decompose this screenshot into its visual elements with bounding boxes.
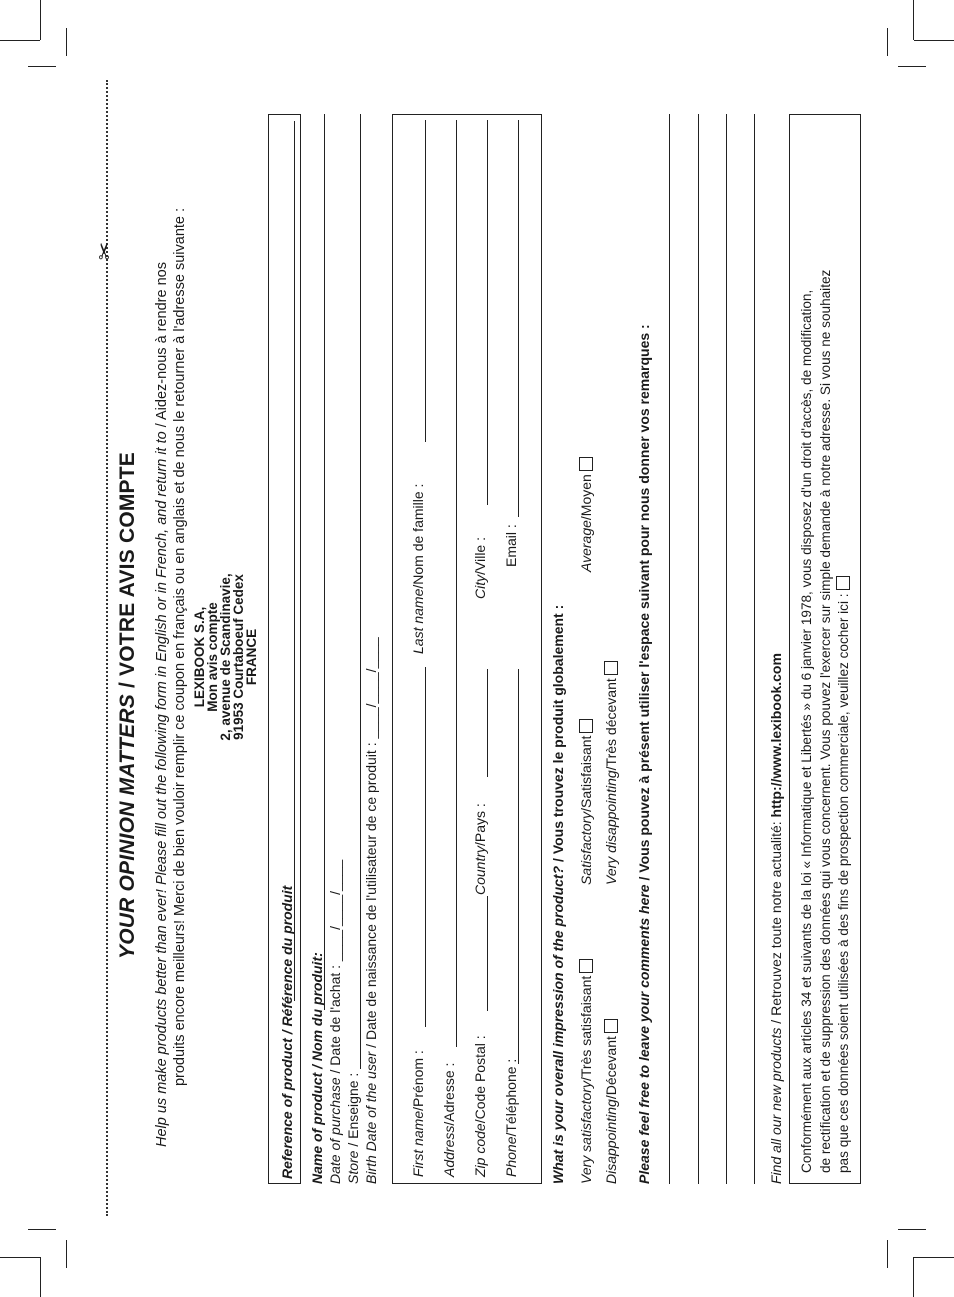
title-separator: / xyxy=(116,675,139,695)
checkbox-disappointing[interactable] xyxy=(604,1019,618,1033)
birth-date-label-fr: Date de naissance de l'utilisateur de ce produit : xyxy=(363,742,379,1041)
reference-input-line[interactable] xyxy=(294,121,295,1001)
phone-label: Phone/Téléphone : xyxy=(503,1058,519,1177)
lastname-input-line[interactable] xyxy=(425,120,426,442)
lastname-label: Last name/Nom de famille : xyxy=(410,483,426,654)
website-text-fr: Retrouvez toute notre actualité: xyxy=(768,821,784,1016)
country-label: Country/Pays : xyxy=(472,803,488,895)
country-label-fr: Pays : xyxy=(472,803,488,843)
intro-line-1 xyxy=(153,262,171,1147)
option-disappointing-fr: Décevant xyxy=(603,1036,619,1096)
checkbox-very-disappointing[interactable] xyxy=(604,661,618,675)
legal-line-2: de rectification et de suppression des données qui vous concernent. Vous pouvez l'exercer sur simple demande à notre adresse. Si vous ne souhaitez xyxy=(817,269,833,1173)
phone-label-en: Phone xyxy=(503,1136,519,1177)
mailing-address xyxy=(193,557,258,757)
comment-line-2[interactable] xyxy=(698,114,699,1184)
option-very-satisfactory-fr: Très satisfaisant xyxy=(578,975,594,1078)
intro-line-2: produits encore meilleurs! Merci de bien vouloir remplir ce coupon en français ou en anglais et de nous le retourner à l'adresse suivante : xyxy=(172,207,188,1087)
firstname-label-en: First name xyxy=(410,1110,426,1177)
intro-english: Help us make products better than ever! Please fill out the following form in English or in French, and return it to xyxy=(154,431,170,1147)
address-label-fr: Adresse : xyxy=(441,1062,457,1122)
reference-label-fr: Référence du produit xyxy=(279,885,295,1027)
purchase-date-label-en: Date of purchase xyxy=(327,1077,343,1184)
opt-out-checkbox[interactable] xyxy=(836,576,850,590)
option-average[interactable]: Average/Moyen xyxy=(578,457,594,572)
comments-prompt-fr: Vous pouvez à présent utiliser l'espace suivant pour nous donner vos remarques : xyxy=(636,324,652,873)
option-very-satisfactory[interactable]: Very satisfactory/Très satisfaisant xyxy=(578,959,594,1184)
title-english: YOUR OPINION MATTERS xyxy=(116,694,139,959)
website-text-en: Find all our new products xyxy=(768,1027,784,1184)
product-name-input-line[interactable] xyxy=(324,114,325,1010)
city-label: City/Ville : xyxy=(472,537,488,599)
birth-date-label-en: Birth Date of the user xyxy=(363,1051,379,1184)
address-input-line[interactable] xyxy=(456,120,457,1047)
store-label: Store / Enseigne : xyxy=(345,1072,361,1184)
lastname-label-en: Last name xyxy=(410,588,426,654)
purchase-date-field[interactable]: ____/____/____ xyxy=(327,859,343,962)
store-input-line[interactable] xyxy=(360,114,361,1069)
legal-text xyxy=(798,270,854,1173)
email-input-line[interactable] xyxy=(518,120,519,517)
zip-label: Zip code/Code Postal : xyxy=(472,1035,488,1177)
store-label-en: Store xyxy=(345,1150,361,1184)
comment-line-4[interactable] xyxy=(754,114,755,1184)
page-title xyxy=(116,452,140,959)
zip-label-en: Zip code xyxy=(472,1123,488,1177)
country-label-en: Country xyxy=(472,845,488,895)
intro-french: Aidez-nous à rendre nos xyxy=(154,262,170,420)
reference-label-en: Reference of product xyxy=(279,1038,295,1179)
product-name-label-en: Name of product xyxy=(309,1072,325,1184)
city-input-line[interactable] xyxy=(487,120,488,505)
impression-question-en: What is your overall impression of the product? xyxy=(550,865,566,1184)
impression-question: What is your overall impression of the product? / Vous trouvez le produit globalement : xyxy=(550,604,566,1184)
product-name-label: Name of product / Nom du produit: xyxy=(309,952,325,1184)
firstname-label-fr: Prénom : xyxy=(410,1050,426,1107)
comments-prompt-en: Please feel free to leave your comments here xyxy=(636,884,652,1184)
option-satisfactory[interactable]: Satisfactory/Satisfaisant xyxy=(578,719,594,885)
zip-label-fr: Code Postal : xyxy=(472,1035,488,1120)
birth-date-field[interactable]: ____/____/____ xyxy=(363,637,379,739)
checkbox-very-satisfactory[interactable] xyxy=(579,959,593,973)
option-very-disappointing-en: Very disappointing xyxy=(603,770,619,885)
option-very-disappointing[interactable]: Very disappointing/Très décevant xyxy=(603,661,619,885)
option-satisfactory-fr: Satisfaisant xyxy=(578,735,594,808)
intro-separator: / xyxy=(154,420,170,432)
city-label-fr: Ville : xyxy=(472,537,488,571)
purchase-date-label: Date of purchase / Date de l'achat : ____/____/____ xyxy=(327,859,343,1184)
option-disappointing[interactable]: Disappointing/Décevant xyxy=(603,1019,619,1184)
legal-line-1: Conformément aux articles 34 et suivants de la loi « Informatique et Libertés » du 6 janvier 1978, vous disposez d'un droit d'accès, de modification, xyxy=(799,289,814,1173)
comment-line-1[interactable] xyxy=(669,114,670,1184)
option-very-satisfactory-en: Very satisfactory xyxy=(578,1081,594,1184)
address-street: 2, avenue de Scandinavie, xyxy=(218,573,233,741)
address-attention: Mon avis compte xyxy=(205,602,220,712)
reference-label: Reference of product / Référence du produit xyxy=(279,885,295,1179)
store-label-fr: Enseigne : xyxy=(345,1072,361,1139)
legal-line-3-text: pas que ces données soient utilisées à des fins de prospection commerciale, veuillez cocher ici : xyxy=(836,593,852,1173)
lastname-label-fr: Nom de famille : xyxy=(410,483,426,585)
title-french: VOTRE AVIS COMPTE xyxy=(116,452,139,676)
checkbox-average[interactable] xyxy=(579,457,593,471)
product-name-label-fr: Nom du produit: xyxy=(309,952,325,1062)
address-label: Address/Adresse : xyxy=(441,1062,457,1177)
phone-label-fr: Téléphone : xyxy=(503,1058,519,1133)
option-very-disappointing-fr: Très décevant xyxy=(603,678,619,767)
city-label-en: City xyxy=(472,574,488,599)
address-company: LEXIBOOK S.A, xyxy=(192,606,207,708)
country-input-line[interactable] xyxy=(487,669,488,777)
purchase-date-label-fr: Date de l'achat : xyxy=(327,964,343,1066)
option-satisfactory-en: Satisfactory xyxy=(578,811,594,885)
comment-line-3[interactable] xyxy=(726,114,727,1184)
impression-question-fr: Vous trouvez le produit globalement : xyxy=(550,604,566,855)
checkbox-satisfactory[interactable] xyxy=(579,719,593,733)
address-country: FRANCE xyxy=(244,628,259,686)
option-average-fr: Moyen xyxy=(578,474,594,517)
firstname-input-line[interactable] xyxy=(425,667,426,1027)
legal-line-3 xyxy=(835,270,854,1173)
address-city: 91953 Courtaboeuf Cedex xyxy=(231,574,246,740)
zip-input-line[interactable] xyxy=(487,896,488,1011)
option-average-en: Average xyxy=(578,520,594,572)
phone-input-line[interactable] xyxy=(518,669,519,1064)
website-link[interactable]: http://www.lexibook.com xyxy=(768,653,784,818)
website-line: Find all our new products / Retrouvez toute notre actualité: http://www.lexibook.com xyxy=(768,653,784,1184)
firstname-label: First name/Prénom : xyxy=(410,1050,426,1177)
birth-date-label: Birth Date of the user / Date de naissance de l'utilisateur de ce produit : ____/____/____ xyxy=(363,637,379,1184)
email-label: Email : xyxy=(503,524,519,567)
address-label-en: Address xyxy=(441,1125,457,1177)
comments-prompt: Please feel free to leave your comments here / Vous pouvez à présent utiliser l'espace suivant pour nous donner vos remarques : xyxy=(636,324,652,1184)
option-disappointing-en: Disappointing xyxy=(603,1099,619,1184)
scissors-icon: ✂ xyxy=(92,241,118,261)
